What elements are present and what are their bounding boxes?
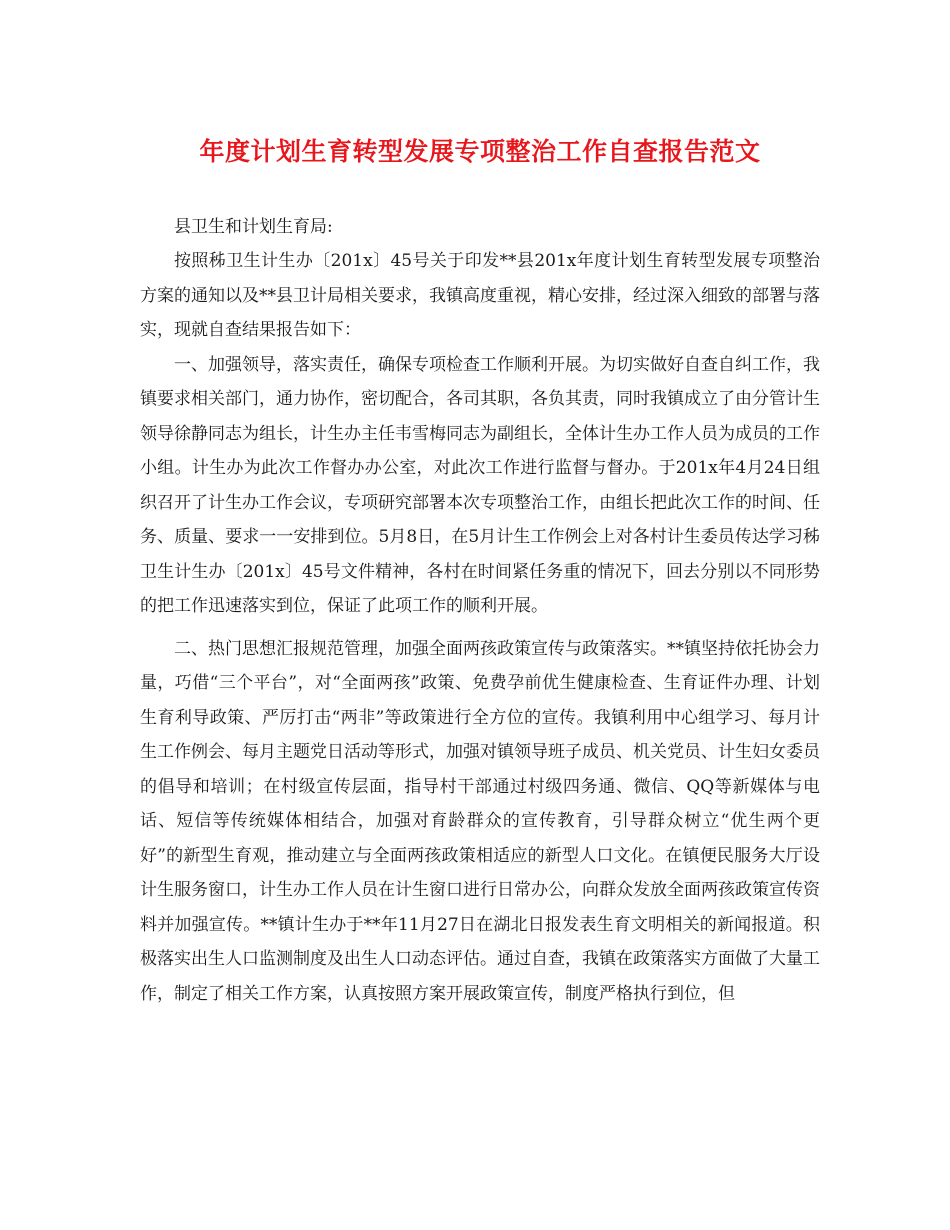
salutation: 县卫生和计划生育局:	[174, 217, 333, 237]
paragraph-intro: 按照秭卫生计生办〔201x〕45号关于印发**县201x年度计划生育转型发展专项整治方案的通知以及**县卫计局相关要求，我镇高度重视，精心安排，经过深入细致的部署与落实，现就自查结果报告如下：	[140, 251, 820, 340]
paragraph-section-1: 一、加强领导，落实责任，确保专项检查工作顺利开展。为切实做好自查自纠工作，我镇要求相关部门，通力协作，密切配合，各司其职，各负其责，同时我镇成立了由分管计生领导徐静同志为组长，计生办主任韦雪梅同志为副组长，全体计生办工作人员为成员的工作小组。计生办为此次工作督办办公室，对此次工作进行监督与督办。于201x年4月24日组织召开了计生办工作会议，专项研究部署本次专项整治工作，由组长把此次工作的时间、任务、质量、要求一一安排到位。5月8日，在5月计生工作例会上对各村计生委员传达学习秭卫生计生办〔201x〕45号文件精神，各村在时间紧任务重的情况下，回去分别以不同形势的把工作迅速落实到位，保证了此项工作的顺利开展。	[140, 354, 820, 616]
document-title: 年度计划生育转型发展专项整治工作自查报告范文	[199, 137, 761, 166]
paragraph-section-2: 二、热门思想汇报规范管理，加强全面两孩政策宣传与政策落实。**镇坚持依托协会力量，巧借“三个平台”，对“全面两孩”政策、免费孕前优生健康检查、生育证件办理、计划生育利导政策、严厉打击“两非”等政策进行全方位的宣传。我镇利用中心组学习、每月计生工作例会、每月主题党日活动等形式，加强对镇领导班子成员、机关党员、计生妇女委员的倡导和培训；在村级宣传层面，指导村干部通过村级四务通、微信、QQ等新媒体与电话、短信等传统媒体相结合，加强对育龄群众的宣传教育，引导群众树立“优生两个更好”的新型生育观，推动建立与全面两孩政策相适应的新型人口文化。在镇便民服务大厅设计生服务窗口，计生办工作人员在计生窗口进行日常办公，向群众发放全面两孩政策宣传资料并加强宣传。**镇计生办于**年11月27日在湖北日报发表生育文明相关的新闻报道。积极落实出生人口监测制度及出生人口动态评估。通过自查，我镇在政策落实方面做了大量工作，制定了相关工作方案，认真按照方案开展政策宣传，制度严格执行到位，但	[140, 638, 820, 1004]
